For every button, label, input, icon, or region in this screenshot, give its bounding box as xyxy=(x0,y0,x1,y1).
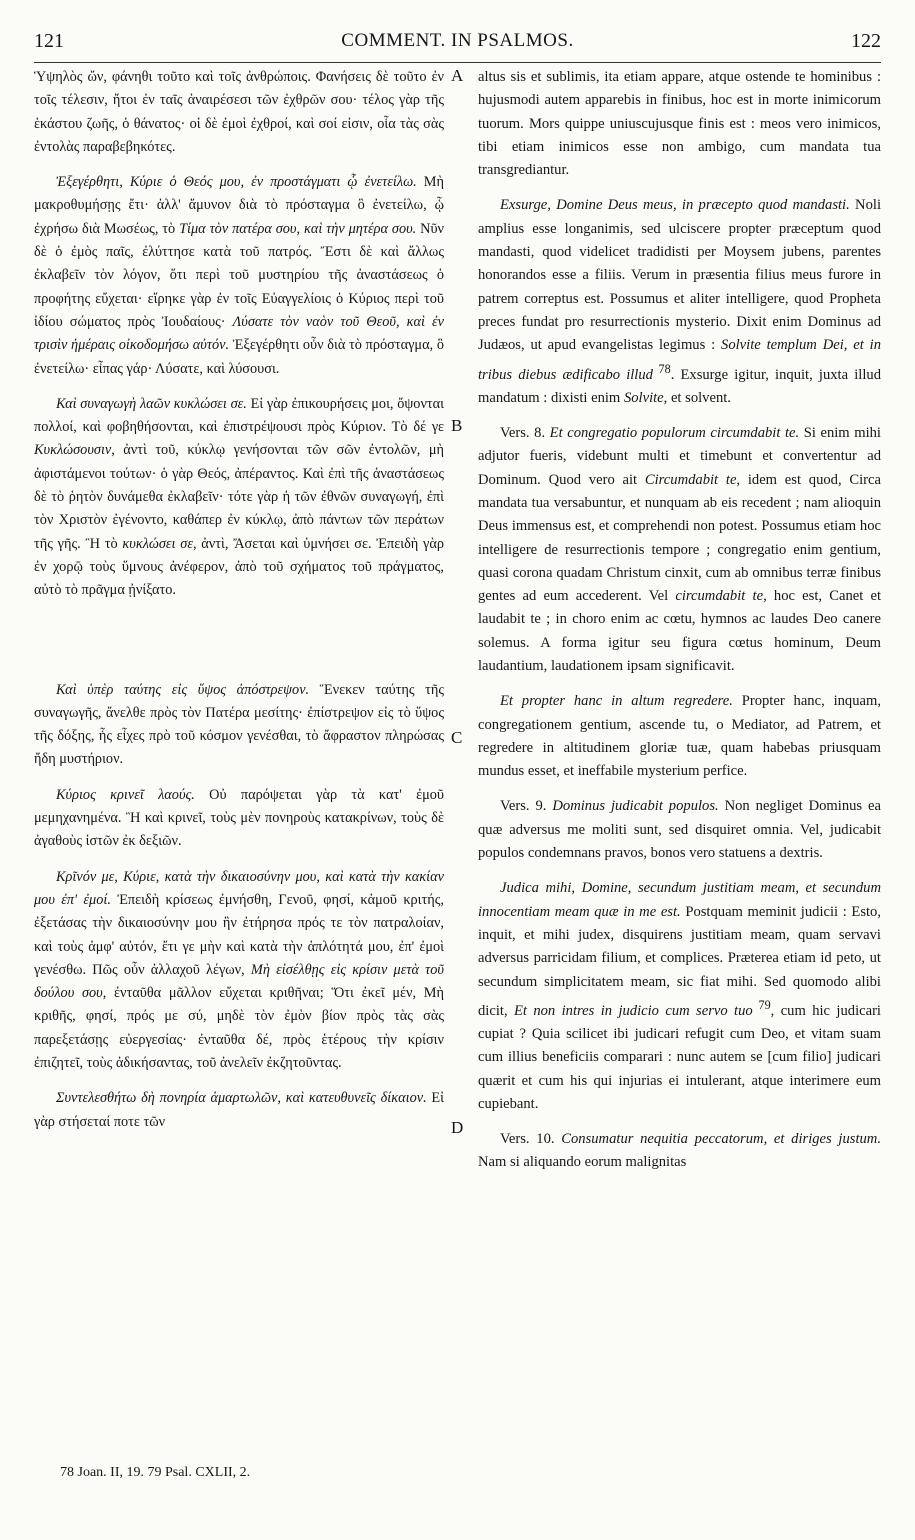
latin-paragraph: Exsurge, Domine Deus meus, in præcepto quod mandasti. Noli amplius esse longanimis, sed ulciscere propter præceptum quod mandasti, quod videlicet tradidisti per Moysem jubens, parentes honorandos esse a filiis. Verum in præsentia filius meus furore in patrem correptus est. Possumus et aliter intelligere, quod Propheta preces fundat pro resurrectionis mysterio. Dixit enim Dominus ad Judæos, ut apud evangelistas legimus : Solvite templum Dei, et in tribus diebus ædificabo illud $^{78}$. Exsurge igitur, inquit, juxta illud mandatum : dixisti enim Solvite, et solvent. xyxy=(478,197,882,406)
latin-paragraph: Vers. 8. Et congregatio populorum circumdabit te. Si enim mihi adjutor fueris, videbunt multi et timebunt et convertentur ad Dominum. Quod vero ait Circumdabit te, idem est quod, Circa mandata tua versabuntur, et nunquam ab eis recedent ; nam alioquin Deus immensus est, et comprehendi non potest. Possumus etiam hoc intelligere de resurrectionis tempore ; congregatio enim gentium, quasi corona quadam Christum cinxit, cum ab omnibus terræ finibus gentes ad eum accederent. Vel circumdabit te, hoc est, Canet et laudabit te ; in choro enim ac cœtu, hymnos ac laudes Deo canere solemus. A forma igitur seu figura cœtus hominum, Deum laudantium, laudationem ipsam significavit. xyxy=(478,425,881,674)
footnotes: 78 Joan. II, 19. 79 Psal. CXLII, 2. xyxy=(60,1465,251,1480)
page-header xyxy=(34,30,881,58)
margin-letter-b: B xyxy=(451,416,463,435)
running-title: COMMENT. IN PSALMOS. xyxy=(341,30,574,51)
margin-letter-d: D xyxy=(451,1118,464,1137)
greek-column xyxy=(34,66,444,1146)
greek-paragraph: Συντελεσθήτω δὴ πονηρία ἁμαρτωλῶν, καὶ κατευθυνεῖς δίκαιον. Εἰ γὰρ στήσεταί ποτε τῶν xyxy=(34,1090,444,1130)
latin-paragraph: Vers. 9. Dominus judicabit populos. Non negliget Dominus ea quæ adversus me moliti sunt, sed disquiret omnia. Vel, judicabit populos condemnans pravos, bonos vero statuens a dextris. xyxy=(478,798,881,862)
greek-paragraph: Κύριος κρινεῖ λαούς. Οὐ παρόψεται γὰρ τὰ κατ' ἐμοῦ μεμηχανημένα. Ἢ καὶ κρινεῖ, τοὺς μὲν πονηροὺς κατακρίνων, τοὺς δὲ ἀγαθοὺς ἱστῶν ἐκ δεξιῶν. xyxy=(34,786,444,850)
page-number-left: 121 xyxy=(34,30,64,52)
footnote-ref: 79 xyxy=(752,997,771,1012)
greek-paragraph: Ἐξεγέρθητι, Κύριε ὁ Θεός μου, ἐν προστάγματι ᾧ ἐνετείλω. Μὴ μακροθυμήσῃς ἔτι· ἀλλ' ἄμυνον διὰ τὸ πρόσταγμα ὃ ἐνετείλω, ᾧ ἐχρήσω διὰ Μωσέως, τὸ Τίμα τὸν πατέρα σου, καὶ τὴν μητέρα σου. Νῦν δὲ ὁ ἐμὸς παῖς, ἐλύττησε κατὰ τοῦ πατρός. Ἔστι δὲ καὶ ἄλλως ἐκλαβεῖν τὸν λόγον, ὅτι περὶ τοῦ μυστηρίου τῆς ἀναστάσεως ὁ προφήτης εὔχεται· εἴρηκε γὰρ ἐν τοῖς Εὐαγγελίοις ὁ Κύριος περὶ τοῦ ἰδίου σώματος πρὸς Ἰουδαίους· Λύσατε τὸν ναὸν τοῦ Θεοῦ, καὶ ἐν τρισὶν ἡμέραις οἰκοδομήσω αὐτόν. Ἐξεγέρθητι οὖν διὰ τὸ πρόσταγμα, ὃ ἐνετείλω· εἶπας γάρ· Λύσατε, καὶ λύσουσι. xyxy=(34,174,444,377)
header-rule xyxy=(34,62,881,63)
latin-paragraph: Judica mihi, Domine, secundum justitiam meam, et secundum innocentiam meam quæ in me est. Postquam meminit judicii : Esto, inquit, et mihi judex, disquirens justitiam meam, quam servavi adversus parricidam filium, et complices. Præterea etiam id peto, ut secundum simplicitatem meam, sic fiat mihi. Sed quomodo alibi dicit, Et non intres in judicio cum servo tuo $^{79}$, cum hic judicari cupiat ? Quia scilicet ibi judicari refugit cum Deo, et vitam suam cum illius beneficiis comparari : nunc autem se [cum filio] judicari quærit et cum his qui injurias ei intulerant, atque interimere eum cupiebant. xyxy=(478,880,881,1112)
latin-paragraph: Et propter hanc in altum regredere. Propter hanc, inquam, congregationem gentium, ascende tu, o Mediator, ad Patrem, et regredere in altitudinem gloriæ tuæ, quam habebas priusquam mundus esset, et ineffabile mysterium perfice. xyxy=(478,693,881,780)
footnote-ref: 78 xyxy=(652,361,671,376)
greek-paragraph: Καὶ συναγωγὴ λαῶν κυκλώσει σε. Εἰ γὰρ ἐπικουρήσεις μοι, ὄψονται πολλοί, καὶ φοβηθήσονται, καὶ ἐπιστρέψουσι πρὸς Κύριον. Τὸ δέ γε Κυκλώσουσιν, ἀντὶ τοῦ, κύκλῳ γενήσονται τῶν σῶν ἐντολῶν, μὴ ἀφιστάμενοι τούτων· ὁ γὰρ Θεός, ἀπέραντος. Καὶ ἐπὶ τῆς ἀναστάσεως δὲ τὸ ῥητὸν δυνάμεθα ἐκλαβεῖν· τότε γὰρ ἡ τῶν ἐθνῶν συναγωγή, ἐπὶ τὸν Χριστὸν ἐγένοντο, καθάπερ ἐν κύκλῳ, ἀπὸ πάντων τῶν περάτων τῆς γῆς. Ἢ τὸ κυκλώσει σε, ἀντὶ, Ἄσεται καὶ ὑμνήσει σε. Ἐπειδὴ γὰρ ἐν χορῷ τοὺς ὕμνους ἀνέφερον, ἀπὸ τοῦ σχήματος τοῦ πράγματος, αὐτὸ τὸ πρᾶγμα ᾐνίξατο. xyxy=(34,395,444,599)
greek-paragraph: Καὶ ὑπὲρ ταύτης εἰς ὕψος ἀπόστρεψον. Ἕνεκεν ταύτης τῆς συναγωγῆς, ἄνελθε πρὸς τὸν Πατέρα μεσίτης· ἐπίστρεψον εἰς τὸ ὕψος τῆς δόξης, ἧς εἶχες πρὸ τοῦ κόσμον γενέσθαι, τὸ ἄφραστον πληρώσας ἤδη μυστήριον. xyxy=(34,681,444,768)
latin-paragraph: altus sis et sublimis, ita etiam appare, atque ostende te hominibus : hujusmodi autem apparebis in finibus, hoc est in morte inimicorum tuorum. Mors quippe uniuscujusque finis est : meos vero inimicos, tibi etiam inimicos esse non ambigo, cum mandata tua transgrediantur. xyxy=(478,69,881,179)
page-number-right: 122 xyxy=(851,30,881,52)
latin-paragraph: Vers. 10. Consumatur nequitia peccatorum, et diriges justum. Nam si aliquando eorum malignitas xyxy=(478,1131,881,1171)
greek-paragraph: Κρῖνόν με, Κύριε, κατὰ τὴν δικαιοσύνην μου, καὶ κατὰ τὴν κακίαν μου ἐπ' ἐμοί. Ἐπειδὴ κρίσεως ἐμνήσθη, Γενοῦ, φησί, κἀμοῦ κριτής, ἐξετάσας τὴν δικαιοσύνην μου ἣν ἐτήρησα πρός τε τὸν πατραλοίαν, καὶ τοὺς ἀμφ' αὐτόν, ἔτι γε μὴν καὶ κατὰ τὴν ἁπλότητά μου, ἐπ' ἐμοὶ γενέσθω. Πῶς οὖν ἀλλαχοῦ λέγων, Μὴ εἰσέλθῃς εἰς κρίσιν μετὰ τοῦ δούλου σου, ἐνταῦθα μᾶλλον εὔχεται κριθῆναι; Ὅτι ἐκεῖ μέν, Μὴ κριθῆς, φησί, πρός με σύ, μηδὲ τὸν ἐμὸν βίον πρὸς τὰς σὰς παρεξετάσῃς εὐεργεσίας· ἐνταῦθα δέ, πρὸς ἑτέρους τὴν κρίσιν ἐπιζητεῖ, τοὺς ἀδικήσαντας, τοῦ ἀνελεῖν ἐκζητοῦντας. xyxy=(34,868,444,1071)
margin-letter-c: C xyxy=(451,728,463,747)
margin-letter-a: A xyxy=(451,66,464,85)
greek-paragraph: Ὑψηλὸς ὤν, φάνηθι τοῦτο καὶ τοῖς ἀνθρώποις. Φανήσεις δὲ τοῦτο ἐν τοῖς τέλεσιν, ἤτοι ἐν ταῖς ἀναιρέσεσι τῶν ἐχθρῶν σου· τέλος γὰρ τῆς ἑκάστου ζωῆς, ὁ θάνατος· οἱ δὲ ἐμοὶ ἐχθροί, καὶ σοί εἰσιν, οἷα τὰς σὰς ἐντολὰς παραβεβηκότες. xyxy=(34,69,444,155)
latin-column xyxy=(478,66,881,1187)
